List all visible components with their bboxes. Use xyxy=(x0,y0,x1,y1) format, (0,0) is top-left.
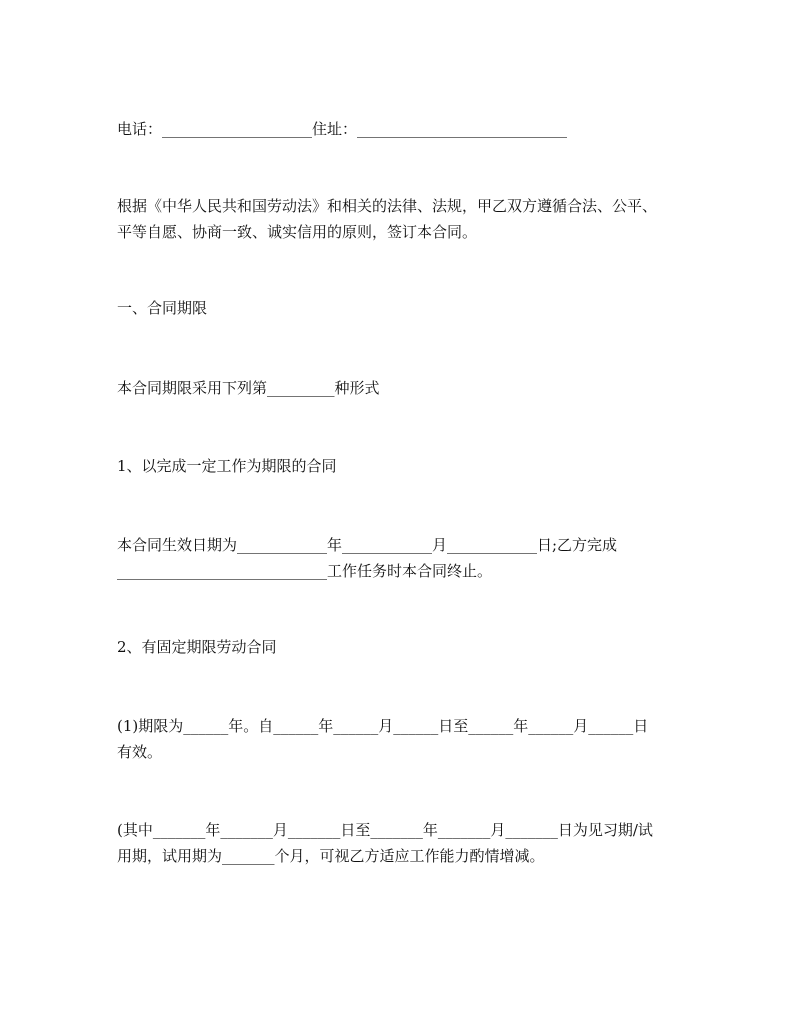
subsection-heading-task-based: 1、以完成一定工作为期限的合同 xyxy=(117,457,337,475)
effective-date-line-2: ____________________________工作任务时本合同终止。 xyxy=(117,562,493,580)
fixed-term-line-1: (1)期限为______年。自______年______月______日至______年______月______日 xyxy=(117,717,649,735)
subsection-heading-fixed-term: 2、有固定期限劳动合同 xyxy=(117,638,277,656)
effective-date-line-1: 本合同生效日期为____________年____________月____________日;乙方完成 xyxy=(117,536,618,554)
term-form-line: 本合同期限采用下列第_________种形式 xyxy=(117,379,380,397)
section-heading-contract-term: 一、合同期限 xyxy=(117,299,208,317)
intro-paragraph-line-1: 根据《中华人民共和国劳动法》和相关的法律、法规，甲乙双方遵循合法、公平、 xyxy=(117,197,658,215)
probation-line-2: 用期，试用期为_______个月，可视乙方适应工作能力酌情增减。 xyxy=(117,847,545,865)
probation-line-1: (其中_______年_______月_______日至_______年_______月_______日为见习期/试 xyxy=(117,821,653,839)
contact-line: 电话：____________________住址：____________________________ xyxy=(117,120,568,138)
intro-paragraph-line-2: 平等自愿、协商一致、诚实信用的原则，签订本合同。 xyxy=(117,223,478,241)
fixed-term-line-2: 有效。 xyxy=(117,743,163,761)
